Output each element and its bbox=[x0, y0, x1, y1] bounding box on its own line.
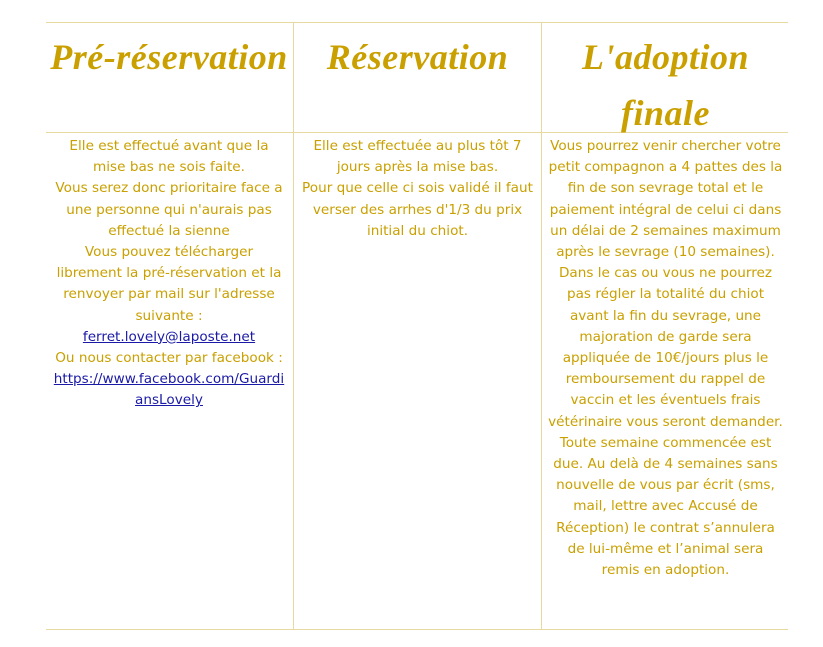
header-adoption bbox=[542, 29, 789, 141]
body-cell-reservation bbox=[293, 133, 541, 629]
header-adoption-line2: finale bbox=[621, 93, 710, 133]
adoption-p1: Vous pourrez venir chercher votre petit compagnon a 4 pattes des la fin de son sevrage total et le paiement intégral de celui ci dans un délai de 2 semaines maximum après le sevrage (10 semaines). bbox=[548, 138, 783, 261]
header-cell-adoption bbox=[541, 23, 789, 132]
body-cell-adoption bbox=[541, 133, 789, 629]
header-cell-pre-reservation bbox=[46, 23, 292, 132]
header-adoption-line1: L'adoption bbox=[581, 37, 750, 77]
header-pre-reservation: Pré-réservation bbox=[50, 37, 288, 77]
reservation-text bbox=[300, 136, 535, 242]
header-reservation: Réservation bbox=[326, 37, 509, 77]
email-link[interactable]: ferret.lovely@laposte.net bbox=[82, 328, 256, 345]
adoption-text bbox=[548, 136, 783, 581]
adoption-p2: Dans le cas ou vous ne pourrez pas régler la totalité du chiot avant la fin du sevrage, une majoration de garde sera appliquée de 10€/jours plus le remboursement du rappel de vaccin et les éventuels frais vétérinaire vous seront demander. Toute semaine commencée est due. Au delà de 4 semaines sans nouvelle de vous par écrit (sms, mail, lettre avec Accusé de Réception) le contrat s’annulera de lui-même et l’animal sera remis en adoption. bbox=[548, 265, 783, 579]
pre-reservation-p3: Vous pouvez télécharger librement la pré-réservation et la renvoyer par mail sur l'adresse suivante : bbox=[56, 244, 282, 324]
header-cell-reservation bbox=[293, 23, 541, 132]
facebook-link[interactable]: https://www.facebook.com/GuardiansLovely bbox=[53, 371, 285, 409]
body-row bbox=[46, 133, 788, 629]
pre-reservation-text bbox=[52, 136, 286, 412]
pre-reservation-p2: Vous serez donc prioritaire face a une personne qui n'aurais pas effectué la sienne bbox=[55, 180, 283, 239]
pre-reservation-p1: Elle est effectué avant que la mise bas ne sois faite. bbox=[69, 138, 269, 176]
pre-reservation-p4: Ou nous contacter par facebook : bbox=[55, 350, 283, 367]
header-row bbox=[46, 23, 788, 133]
reservation-p1: Elle est effectuée au plus tôt 7 jours après la mise bas. bbox=[313, 138, 522, 176]
adoption-table bbox=[46, 22, 788, 630]
reservation-p2: Pour que celle ci sois validé il faut verser des arrhes d'1/3 du prix initial du chiot. bbox=[302, 180, 533, 239]
body-cell-pre-reservation bbox=[46, 133, 292, 629]
